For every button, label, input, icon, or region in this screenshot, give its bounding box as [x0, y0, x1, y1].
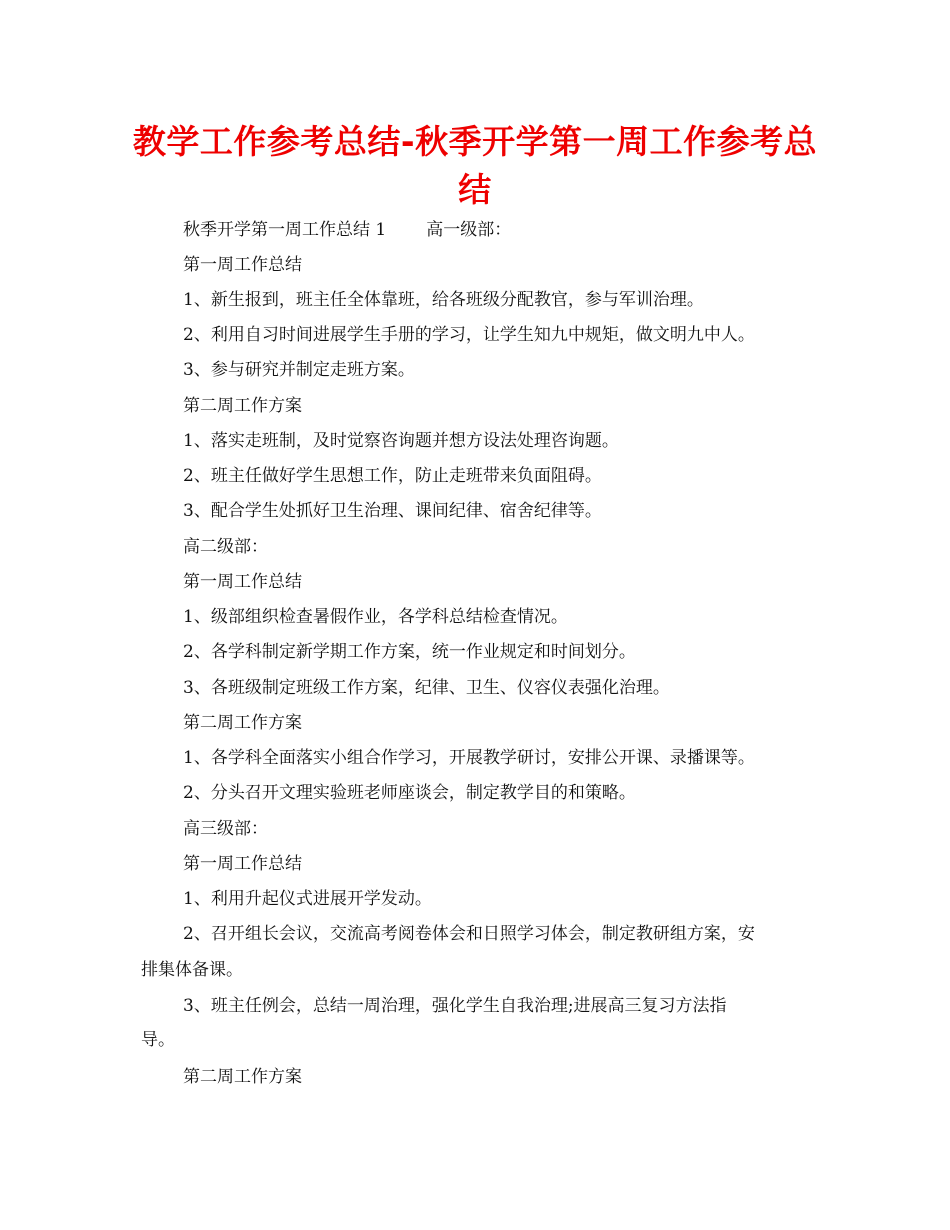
text-line: 第一周工作总结: [183, 854, 302, 874]
text-line: 高二级部：: [183, 537, 268, 557]
document-title: 教学工作参考总结-秋季开学第一周工作参考总结: [132, 122, 818, 209]
text-line: 第一周工作总结: [183, 255, 302, 275]
intro-department: 高一级部：: [426, 220, 512, 240]
text-line: 排集体备课。: [141, 960, 243, 980]
text-line: 2、分头召开文理实验班老师座谈会，制定教学目的和策略。: [183, 783, 636, 803]
text-line: 2、班主任做好学生思想工作，防止走班带来负面阻碍。: [183, 466, 602, 486]
text-line: 3、配合学生处抓好卫生治理、课间纪律、宿舍纪律等。: [183, 501, 602, 521]
text-line: 3、各班级制定班级工作方案，纪律、卫生、仪容仪表强化治理。: [183, 678, 670, 698]
text-line: 2、召开组长会议，交流高考阅卷体会和日照学习体会，制定教研组方案，安: [183, 924, 755, 944]
text-line: 1、各学科全面落实小组合作学习，开展教学研讨，安排公开课、录播课等。: [183, 748, 755, 768]
text-line: 第一周工作总结: [183, 572, 302, 592]
text-line: 1、落实走班制，及时觉察咨询题并想方设法处理咨询题。: [183, 431, 619, 451]
text-line: 2、各学科制定新学期工作方案，统一作业规定和时间划分。: [183, 642, 636, 662]
text-line: 高三级部：: [183, 819, 268, 839]
text-line: 2、利用自习时间进展学生手册的学习，让学生知九中规矩，做文明九中人。: [183, 325, 755, 345]
text-line: 第二周工作方案: [183, 713, 302, 733]
text-line: 3、班主任例会，总结一周治理，强化学生自我治理;进展高三复习方法指: [183, 996, 727, 1016]
intro-heading: 秋季开学第一周工作总结 1: [183, 220, 387, 240]
text-line: 1、新生报到，班主任全体靠班，给各班级分配教官，参与军训治理。: [183, 290, 704, 310]
text-line: 导。: [141, 1030, 175, 1050]
intro-line: [183, 218, 511, 242]
text-line: 3、参与研究并制定走班方案。: [183, 360, 415, 380]
text-line: 1、利用升起仪式进展开学发动。: [183, 889, 432, 909]
text-line: 第二周工作方案: [183, 396, 302, 416]
text-line: 1、级部组织检查暑假作业，各学科总结检查情况。: [183, 607, 568, 627]
text-line: 第二周工作方案: [183, 1067, 302, 1087]
